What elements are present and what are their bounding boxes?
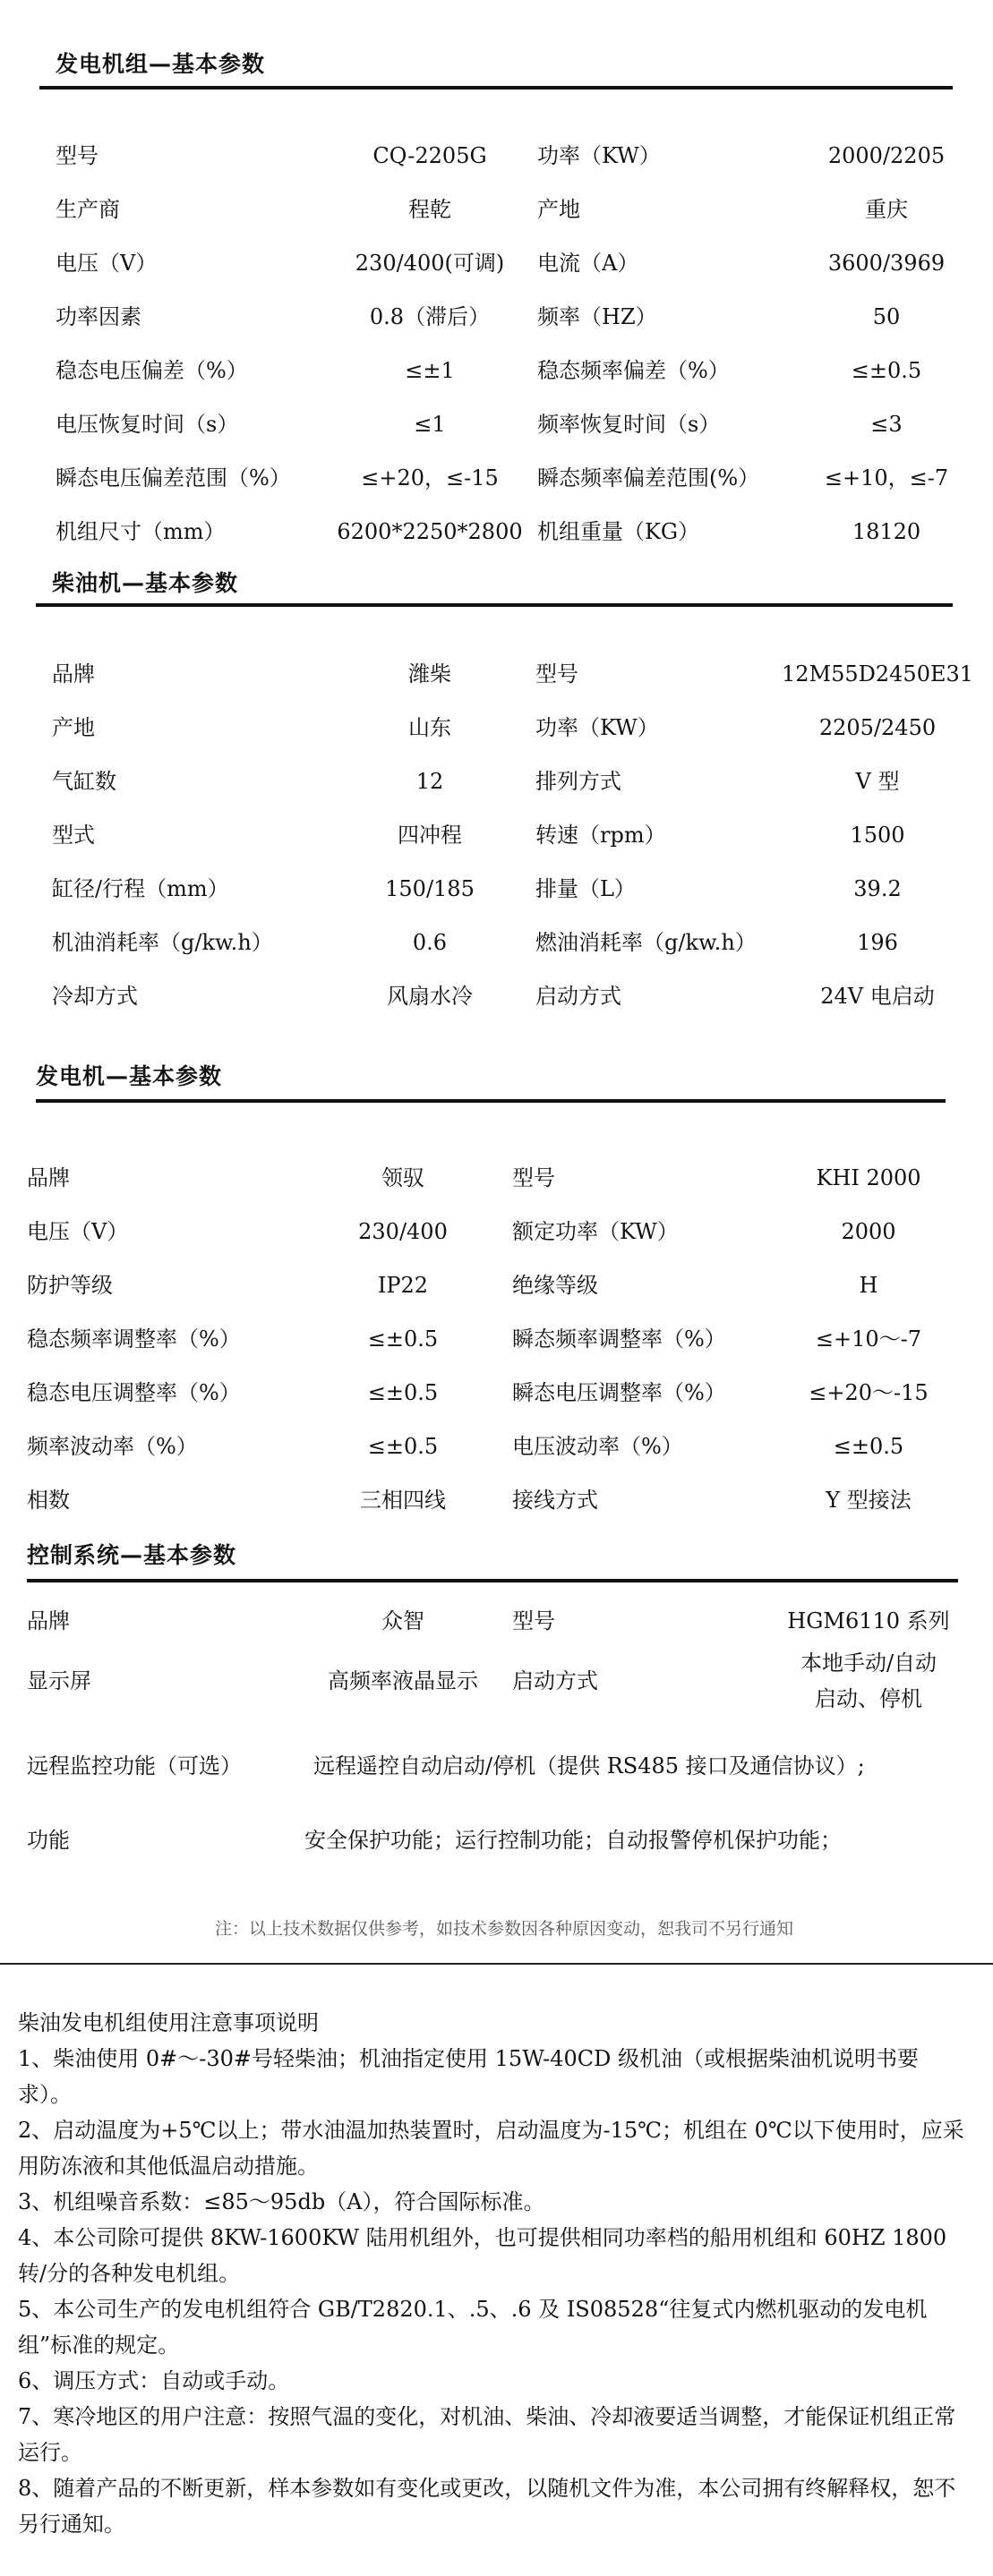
param-value: 重庆 [865,197,908,222]
param-label: 功率（KW） [535,715,659,740]
param-value: 2000/2205 [827,143,946,168]
control-label-start: 启动方式 [512,1668,598,1693]
param-value: 196 [857,930,898,955]
control-label-function: 功能 [27,1828,70,1853]
param-label: 频率（HZ） [537,304,657,329]
control-value-remote: 远程遥控自动启动/停机（提供 RS485 接口及通信协议）; [313,1753,865,1778]
param-label: 电压（V） [27,1219,129,1244]
note-item: 2、启动温度为+5℃以上；带水油温加热装置时，启动温度为-15℃；机组在 0℃以下使用时，应采用防冻液和其他低温启动措施。 [18,2118,964,2179]
param-label: 稳态电压调整率（%） [27,1380,241,1405]
param-label: 冷却方式 [52,984,138,1009]
control-value-brand: 众智 [381,1608,424,1633]
param-value: 三相四线 [360,1488,446,1513]
alternator-title-rule [36,1099,946,1103]
param-label: 瞬态电压调整率（%） [512,1380,726,1405]
param-value: 230/400(可调) [355,251,505,276]
note-item: 7、寒冷地区的用户注意：按照气温的变化，对机油、柴油、冷却液要适当调整，才能保证机组正常运行。 [18,2404,956,2465]
alternator-section-title: 发电机—基本参数 [36,1063,223,1089]
param-label: 机组尺寸（mm） [56,519,226,544]
param-value: ≤+10～-7 [815,1326,922,1352]
param-label: 瞬态频率调整率（%） [512,1326,726,1352]
param-value: ≤±0.5 [833,1434,904,1459]
param-label: 排列方式 [535,769,621,794]
param-label: 型式 [52,823,95,848]
control-label-display: 显示屏 [27,1668,91,1693]
param-value: 18120 [852,519,921,544]
notes-heading: 柴油发电机组使用注意事项说明 [18,2010,319,2035]
param-value: ≤±0.5 [851,358,922,383]
param-value: 12M55D2450E31 [781,661,974,687]
param-label: 燃油消耗率（g/kw.h） [535,930,757,955]
param-value: Y 型接法 [826,1488,912,1513]
param-label: 产地 [537,197,580,222]
param-value: ≤+10，≤-7 [824,465,949,490]
genset-title-rule [39,86,953,90]
param-value: ≤±0.5 [367,1434,439,1459]
note-item: 4、本公司除可提供 8KW-1600KW 陆用机组外，也可提供相同功率档的船用机组和 60HZ 1800 转/分的各种发电机组。 [18,2225,947,2286]
param-label: 频率恢复时间（s） [537,412,721,437]
param-label: 功率（KW） [537,143,661,168]
param-label: 稳态电压偏差（%） [56,358,248,383]
param-label: 品牌 [27,1165,70,1190]
param-label: 稳态频率偏差（%） [537,358,730,383]
disclaimer-note: 注：以上技术数据仅供参考，如技术参数因各种原因变动，恕我司不另行通知 [215,1919,794,1939]
control-label-remote: 远程监控功能（可选） [27,1753,242,1778]
param-label: 瞬态频率偏差范围(%） [537,465,760,490]
param-value: 3600/3969 [827,251,946,276]
param-value: ≤1 [414,412,446,437]
param-value: 风扇水冷 [387,984,473,1009]
param-value: ≤3 [870,412,903,437]
param-label: 相数 [27,1488,70,1513]
param-value: ≤±1 [405,358,455,383]
control-title-rule [27,1579,958,1582]
param-label: 频率波动率（%） [27,1434,198,1459]
param-value: 山东 [408,715,451,740]
param-value: IP22 [377,1273,429,1298]
param-value: ≤±0.5 [367,1380,439,1405]
param-label: 转速（rpm） [535,823,666,848]
engine-section-title: 柴油机—基本参数 [52,570,239,596]
note-item: 8、随着产品的不断更新，样本参数如有变化或更改，以随机文件为准，本公司拥有终解释权，恕不另行通知。 [18,2476,956,2537]
control-value-model: HGM6110 系列 [787,1608,950,1633]
param-label: 生产商 [56,197,120,222]
param-value: 领驭 [381,1165,424,1190]
note-item: 6、调压方式：自动或手动。 [18,2368,290,2393]
param-label: 电流（A） [537,251,639,276]
param-value: KHI 2000 [816,1165,921,1190]
param-label: 气缸数 [52,769,116,794]
param-label: 排量（L） [535,876,636,901]
param-value: 1500 [850,823,905,848]
param-value: 0.8（滞后） [369,304,491,329]
param-value: 程乾 [408,197,451,222]
param-label: 启动方式 [535,984,621,1009]
param-label: 功率因素 [56,304,141,329]
param-label: 电压（V） [56,251,158,276]
param-value: 潍柴 [408,661,451,687]
control-section-title: 控制系统—基本参数 [27,1542,237,1568]
param-label: 电压波动率（%） [512,1434,683,1459]
param-label: 接线方式 [512,1488,598,1513]
param-value: 2000 [841,1219,896,1244]
param-value: 0.6 [412,930,448,955]
control-value-start-line2: 启动、停机 [815,1686,922,1711]
param-value: 24V 电启动 [820,984,935,1009]
param-label: 额定功率（KW） [512,1219,679,1244]
param-value: CQ-2205G [372,143,487,168]
param-value: 6200*2250*2800 [337,519,523,544]
param-value: H [859,1273,878,1298]
param-label: 机油消耗率（g/kw.h） [52,930,273,955]
param-label: 缸径/行程（mm） [52,876,229,901]
param-label: 电压恢复时间（s） [56,412,239,437]
control-value-display: 高频率液晶显示 [328,1668,478,1693]
note-item: 5、本公司生产的发电机组符合 GB/T2820.1、.5、.6 及 IS08528“往复式内燃机驱动的发电机组”标准的规定。 [18,2297,928,2358]
note-item: 3、机组噪音系数：≤85～95db（A），符合国际标准。 [18,2189,545,2214]
param-label: 型号 [56,143,98,168]
note-item: 1、柴油使用 0#～-30#号轻柴油；机油指定使用 15W-40CD 级机油（或根据柴油机说明书要求）。 [18,2046,920,2107]
param-label: 型号 [535,661,578,687]
param-value: 四冲程 [398,823,462,848]
param-label: 防护等级 [27,1273,113,1298]
param-value: 39.2 [853,876,902,901]
param-label: 稳态频率调整率（%） [27,1326,241,1352]
engine-title-rule [36,603,953,607]
param-value: ≤±0.5 [367,1326,439,1352]
param-label: 瞬态电压偏差范围（%） [56,465,291,490]
param-value: ≤+20～-15 [809,1380,929,1405]
control-value-start-line1: 本地手动/自动 [800,1651,937,1676]
param-value: 230/400 [358,1219,448,1244]
usage-notes [18,2005,967,2542]
genset-section-title: 发电机组—基本参数 [56,51,266,77]
param-value: 12 [415,769,444,794]
control-label-brand: 品牌 [27,1608,70,1633]
param-label: 产地 [52,715,95,740]
param-value: 50 [872,304,901,329]
param-label: 型号 [512,1165,555,1190]
param-value: 150/185 [385,876,475,901]
param-value: V 型 [855,769,900,794]
control-label-model: 型号 [512,1608,555,1633]
param-value: 2205/2450 [818,715,937,740]
param-label: 机组重量（KG） [537,519,700,544]
control-value-function: 安全保护功能；运行控制功能；自动报警停机保护功能； [304,1828,842,1853]
param-label: 绝缘等级 [512,1273,598,1298]
param-label: 品牌 [52,661,95,687]
notes-top-rule [0,1963,993,1965]
param-value: ≤+20，≤-15 [361,465,499,490]
